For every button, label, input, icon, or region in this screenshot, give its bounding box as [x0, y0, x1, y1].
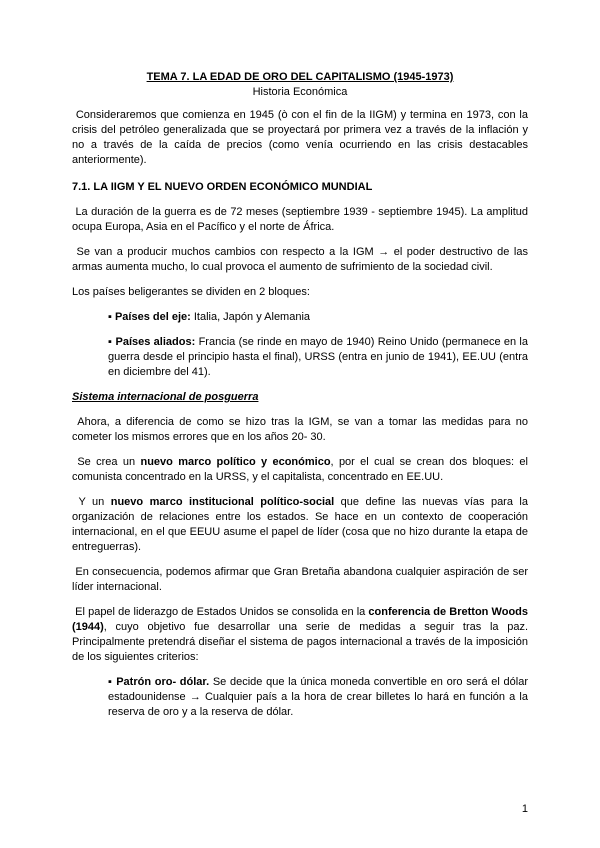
- paragraph-changes: [72, 245, 528, 275]
- bold-term: nuevo marco institucional político-social: [110, 496, 335, 508]
- bullet-label: ▪ Patrón oro- dólar.: [108, 676, 210, 688]
- bullet-label: ▪ Países aliados:: [108, 336, 196, 348]
- paragraph-text: Y un: [78, 496, 111, 508]
- paragraph-text: Se van a producir muchos cambios con respecto a la IGM → el poder destructivo de las armas aumenta mucho, lo cual provoca el aumento de sufrimiento de la sociedad civil.: [72, 246, 528, 273]
- paragraph-postwar: [72, 415, 528, 445]
- paragraph-text: que define las nuevas vías para la organización de relaciones entre los estados. Se hace en un contexto de cooperación internacional, en el que EEUU asume el papel de líder (cosa que no hizo durante la etapa de entreguerras).: [72, 496, 528, 553]
- bullet-gold-dollar: [108, 675, 528, 720]
- paragraph-duration: [72, 205, 528, 235]
- bold-term: conferencia de Bretton Woods (1944): [72, 606, 528, 633]
- bullet-label: ▪ Países del eje:: [108, 311, 191, 323]
- bold-term: nuevo marco político y económico: [140, 456, 331, 468]
- paragraph-text: La duración de la guerra es de 72 meses (septiembre 1939 - septiembre 1945). La amplitud ocupa Europa, Asia en el Pacífico y el norte de África.: [72, 206, 529, 233]
- bullet-allied-countries: [108, 335, 528, 380]
- bullet-axis-countries: [108, 310, 528, 325]
- paragraph-text: , cuyo objetivo fue desarrollar una serie de medidas a seguir tras la paz. Principalmente pretendrá diseñar el sistema de pagos internacional a través de la imposición de los siguientes criterios:: [72, 621, 528, 663]
- page-number: 1: [521, 803, 528, 815]
- bullet-text: Francia (se rinde en mayo de 1940) Reino Unido (permanece en la guerra desde el principio hasta el final), URSS (entra en junio de 1941), EE.UU (entra en diciembre del 41).: [108, 336, 528, 378]
- paragraph-text: El papel de liderazgo de Estados Unidos se consolida en la: [75, 606, 369, 618]
- intro-text: Consideraremos que comienza en 1945 (ò con el fin de la IIGM) y termina en 1973, con la crisis del petróleo generalizada que se proyectará por primera vez a través de la inflación y no a través de la caída de precios (como venía ocurriendo en las crisis destacables anteriormente).: [72, 109, 528, 166]
- document-title: TEMA 7. LA EDAD DE ORO DEL CAPITALISMO (1945-1973): [146, 71, 454, 83]
- document-subtitle: Historia Económica: [252, 86, 348, 98]
- subsection-heading: Sistema internacional de posguerra: [72, 391, 259, 403]
- paragraph-institutional: [72, 495, 528, 555]
- intro-paragraph: [72, 108, 528, 168]
- paragraph-text: , por el cual se crean dos bloques: el comunista concentrado en la URSS, y el capitalista, concentrado en EE.UU.: [72, 456, 528, 483]
- paragraph-blocks: Los países beligerantes se dividen en 2 bloques:: [72, 286, 310, 298]
- paragraph-text: Ahora, a diferencia de como se hizo tras la IGM, se van a tomar las medidas para no cometer los mismos errores que en los años 20- 30.: [72, 416, 528, 443]
- paragraph-great-britain: [72, 565, 528, 595]
- section-heading: 7.1. LA IIGM Y EL NUEVO ORDEN ECONÓMICO MUNDIAL: [72, 181, 373, 193]
- paragraph-new-framework: [72, 455, 528, 485]
- bullet-text: Italia, Japón y Alemania: [190, 311, 311, 323]
- paragraph-text: Se crea un: [77, 456, 141, 468]
- paragraph-text: En consecuencia, podemos afirmar que Gran Bretaña abandona cualquier aspiración de ser líder internacional.: [72, 566, 528, 593]
- bullet-text: Se decide que la única moneda convertible en oro será el dólar estadounidense → Cualquier país a la hora de crear billetes lo hará en función a la reserva de oro y a la reserva de dólar.: [108, 676, 528, 718]
- paragraph-bretton-woods: [72, 605, 528, 665]
- document-page: [72, 70, 528, 730]
